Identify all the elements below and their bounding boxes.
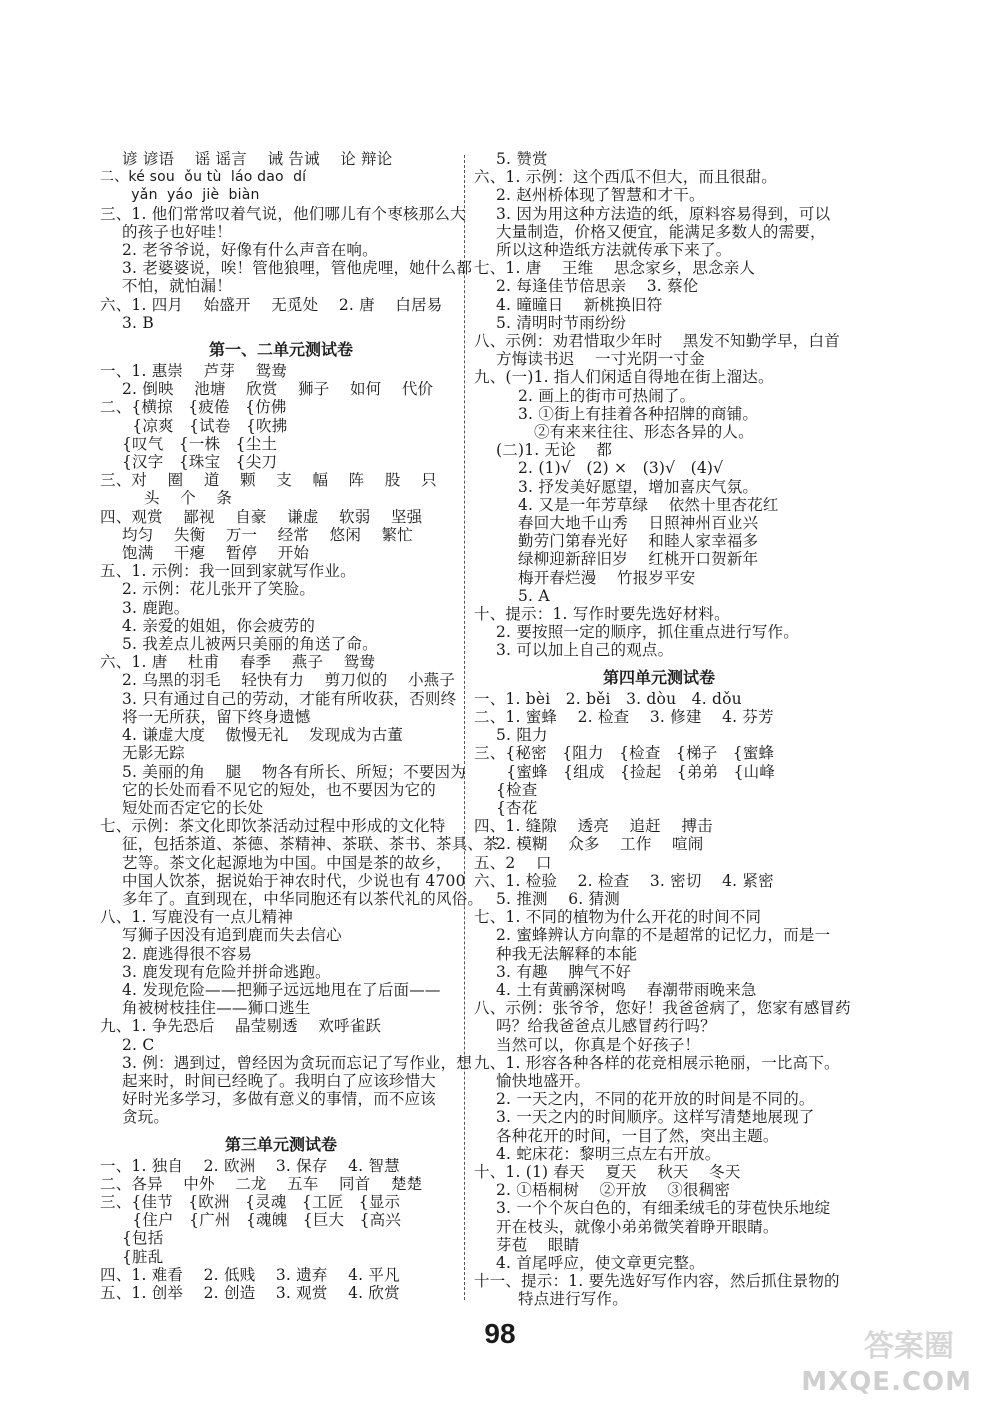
answer-line: 各种花开的时间，一目了然，突出主题。 [496,1126,779,1145]
answer-line: 开在枝头，就像小弟弟微笑着睁开眼睛。 [496,1217,779,1236]
answer-line: 2. 倒映 池塘 欣赏 狮子 如何 代价 [122,380,434,399]
answer-line: 好时光多学习，多做有意义的事情，而不应该 [122,1090,437,1109]
answer-line: 4. 发现危险——把狮子远远地甩在了后面—— [122,980,441,999]
answer-line: 多年了。直到现在，中华同胞还有以茶代礼的风俗。 [122,889,484,908]
answer-line: 2. ①梧桐树 ②开放 ③很稠密 [496,1181,731,1200]
answer-line: 2. 画上的街市可热闹了。 [518,386,696,405]
answer-line: 方悔读书迟 一寸光阴一寸金 [496,350,705,369]
answer-line: 4. 谦虚大度 傲慢无礼 发现成为古董 [122,726,404,745]
answer-line: 绿柳迎新辞旧岁 红桃开口贺新年 [518,550,759,569]
answer-line: 四、1. 缝隙 透亮 追赶 搏击 [474,817,713,836]
right-column [474,150,851,1309]
answer-line: 角被树枝挂住——狮口逃生 [122,999,311,1018]
section-title: 第三单元测试卷 [224,1134,337,1154]
answer-line: 3. 鹿跑。 [122,598,190,617]
answer-line: 九、(一)1. 指人们闲适自得地在街上溜达。 [474,368,774,387]
answer-line: 二、各异 中外 二龙 五车 同首 楚楚 [100,1174,423,1193]
answer-line: 3. ①街上有挂着各种招牌的商铺。 [518,404,759,423]
answer-line: 4. 首尾呼应，使文章更完整。 [496,1253,705,1272]
watermark-logo [801,1327,990,1407]
answer-line: 二、ké sou ǒu tù láo dao dí [100,169,307,186]
answer-line: 4. 土有黄鹂深树鸣 春潮带雨晚来急 [496,980,757,999]
answer-line: 种我无法解释的本能 [496,944,638,963]
answer-line: 4. 蛇床花：黎明三点左右开放。 [496,1144,721,1163]
section-title: 第一、二单元测试卷 [208,340,353,360]
answer-line: 3. 老婆婆说，唉！管他狼哩，管他虎哩，她什么都 [122,259,473,278]
answer-line: 的孩子也好哇！ [122,222,232,241]
answer-line: {凉爽 {试卷 {吹拂 [122,416,288,435]
answer-line: 艺等。茶文化起源地为中国。中国是茶的故乡， [122,853,452,872]
answer-line: 九、1. 形容各种各样的花竞相展示艳丽，一比高下。 [474,1053,840,1072]
answer-line: 写狮子因没有追到鹿而失去信心 [122,926,342,945]
answer-line: 2. 乌黑的羽毛 轻快有力 剪刀似的 小燕子 [122,671,456,690]
answer-line: 七、示例：茶文化即饮茶活动过程中形成的文化特 [100,817,446,836]
answer-line: 吗？给我爸爸点儿感冒药行吗？ [496,1017,716,1036]
answer-line: 六、1. 四月 始盛开 无觅处 2. 唐 白居易 [100,295,443,314]
section-title: 第四单元测试卷 [602,667,715,687]
answer-line: 三、{佳节 {欧洲 {灵魂 {工匠 {显示 [100,1192,401,1211]
answer-line: 2. 鹿逃得很不容易 [122,944,253,963]
answer-line: 二、{横掠 {疲倦 {仿佛 [100,398,287,417]
answer-line: 5. 赞赏 [496,150,548,168]
answer-line: 三、1. 他们常常叹着气说，他们哪儿有个枣核那么大 [100,204,466,223]
answer-line: 2. 一天之内，不同的花开放的时间是不同的。 [496,1090,815,1109]
answer-line: 短处而否定它的长处 [122,798,264,817]
answer-line: 当然可以，你真是个好孩子！ [496,1035,701,1054]
answer-line: 无影无踪 [122,744,185,763]
answer-line: 起来时，时间已经晚了。我明白了应该珍惜大 [122,1071,437,1090]
answer-line: {检查 [496,780,538,799]
answer-line: 2. 每逢佳节倍思亲 3. 蔡伦 [496,277,699,296]
answer-line: 六、1. 唐 杜甫 春季 燕子 鸳鸯 [100,653,376,672]
answer-line: 一、1. bèi 2. běi 3. dòu 4. dǒu [474,689,742,708]
answer-line: 三、对 圈 道 颗 支 幅 阵 股 只 [100,471,437,490]
answer-line: 征，包括茶道、茶德、茶精神、茶联、茶书、茶具、茶 [122,835,499,854]
answer-line: 六、1. 示例：这个西瓜不但大，而且很甜。 [474,168,777,187]
answer-line: 贪玩。 [122,1108,170,1127]
answer-line: 谚 谚语 谣 谣言 诫 告诫 论 辩论 [122,150,393,168]
answer-line: 勤劳门第春光好 和睦人家幸福多 [518,532,759,551]
answer-line: yǎn yáo jiè biàn [122,187,260,204]
answer-line: 四、观赏 鄙视 自豪 谦虚 软弱 坚强 [100,507,423,526]
answer-line: 九、1. 争先恐后 晶莹剔透 欢呼雀跃 [100,1017,382,1036]
answer-line: 五、1. 示例：我一回到家就写作业。 [100,562,356,581]
answer-line: 特点进行写作。 [518,1290,628,1309]
answer-line: 3. 有趣 脾气不好 [496,962,632,981]
answer-line: 一、1. 惠崇 芦芽 鸳鸯 [100,362,287,381]
answer-line: 不怕，就怕漏！ [122,277,232,296]
column-divider [464,155,465,1300]
answer-line: 3. 鹿发现有危险并拼命逃跑。 [122,962,331,981]
answer-line: 3. 抒发美好愿望，增加喜庆气氛。 [518,477,759,496]
answer-line: 愉快地盛开。 [496,1071,591,1090]
answer-line: 所以这种造纸方法就传承下来了。 [496,241,732,260]
answer-line: 八、1. 写鹿没有一点儿精神 [100,908,294,927]
answer-line: 三、{秘密 {阻力 {检查 {梯子 {蜜蜂 [474,744,775,763]
answer-line: 中国人饮茶，据说始于神农时代，少说也有 4700 [122,871,466,890]
answer-line: {包括 [122,1229,164,1248]
answer-line: 饱满 干瘪 暂停 开始 [122,544,310,563]
answer-line: 十、1. (1) 春天 夏天 秋天 冬天 [474,1162,741,1181]
answer-line: 4. 又是一年芳草绿 依然十里杏花红 [518,495,779,514]
answer-line: 5. 我差点儿被两只美丽的角送了命。 [122,635,378,654]
watermark-top-text: 答案圈 [864,1329,954,1364]
watermark-bottom-text: MXQE.COM [801,1367,972,1397]
answer-line: 大量制造，价格又便宜，能满足多数人的需要， [496,222,826,241]
answer-line: 2. 要按照一定的顺序，抓住重点进行写作。 [496,623,799,642]
page-number: 98 [484,1318,516,1349]
answer-line: 5. 清明时节雨纷纷 [496,313,627,332]
answer-line: 2. C [122,1035,155,1054]
answer-line: 3. 可以加上自己的观点。 [496,641,674,660]
answer-line: 芽苞 眼睛 [496,1235,580,1254]
answer-line: 五、2 口 [474,853,552,872]
answer-line: 2. 蜜蜂辨认方向靠的不是超常的记忆力，而是一 [496,926,831,945]
answer-line: 2. 老爷爷说，好像有什么声音在响。 [122,241,378,260]
answer-line: 春回大地千山秀 日照神州百业兴 [518,514,759,533]
answer-line: 3. 因为用这种方法造的纸，原料容易得到，可以 [496,204,831,223]
answer-line: 3. B [122,313,154,332]
answer-line: 5. 美丽的角 腿 物各有所长、所短；不要因为 [122,762,466,781]
answer-line: 5. 推测 6. 猜测 [496,889,620,908]
answer-line: 3. 只有通过自己的劳动，才能有所收获，否则终 [122,689,457,708]
left-column [100,150,499,1302]
answer-line: 八、示例：劝君惜取少年时 黑发不知勤学早，白首 [474,332,840,351]
answer-line: 均匀 失衡 万一 经常 悠闲 繁忙 [122,525,413,544]
answer-line: ②有来来往往、形态各异的人。 [534,423,754,442]
answer-line: 二、1. 蜜蜂 2. 检查 3. 修建 4. 芬芳 [474,707,774,726]
answer-line: 十、提示：1. 写作时要先选好材料。 [474,605,730,624]
answer-line: 2. (1)√ (2) × (3)√ (4)√ [518,459,724,478]
answer-line: 头 个 条 [144,489,233,508]
answer-line: {脏乱 [122,1247,164,1266]
answer-line: 4. 亲爱的姐姐，你会疲劳的 [122,616,316,635]
answer-line: 五、1. 创举 2. 创造 3. 观赏 4. 欣赏 [100,1283,400,1302]
answer-line: 3. 一个个灰白色的，有细柔绒毛的芽苞快乐地绽 [496,1199,831,1218]
answer-line: 一、1. 独自 2. 欧洲 3. 保存 4. 智慧 [100,1156,400,1175]
answer-line: 四、1. 难看 2. 低贱 3. 遗弃 4. 平凡 [100,1265,400,1284]
answer-line: {叹气 {一株 {尘土 [122,434,278,453]
answer-line: 它的长处而看不见它的短处，也不要因为它的 [122,780,437,799]
answer-line: 八、示例：张爷爷，您好！我爸爸病了，您家有感冒药 [474,999,851,1018]
answer-line: {汉字 {珠宝 {尖刀 [122,453,278,472]
answer-line: 5. 阻力 [496,726,548,745]
answer-line: {杏花 [496,798,538,817]
answer-line: 将一无所获，留下终身遗憾 [122,707,311,726]
answer-line: 3. 一天之内的时间顺序。这样写清楚地展现了 [496,1108,815,1127]
answer-line: 七、1. 唐 王维 思念家乡，思念亲人 [474,259,756,278]
answer-line: (二)1. 无论 都 [496,441,613,460]
answer-line: 2. 示例：花儿张开了笑脸。 [122,580,316,599]
answer-line: 六、1. 检验 2. 检查 3. 密切 4. 紧密 [474,871,774,890]
answer-line: 5. A [518,586,550,605]
answer-line: 2. 模糊 众多 工作 喧闹 [496,835,704,854]
answer-line: 十一、提示：1. 要先选好写作内容，然后抓住景物的 [474,1272,840,1291]
answer-line: 梅开春烂漫 竹报岁平安 [518,568,696,587]
answer-line: 七、1. 不同的植物为什么开花的时间不同 [474,908,762,927]
answer-line: 4. 曈曈日 新桃换旧符 [496,295,663,314]
answer-line: 3. 例：遇到过，曾经因为贪玩而忘记了写作业，想 [122,1053,473,1072]
answer-line: 2. 赵州桥体现了智慧和才干。 [496,186,705,205]
answer-line: {蜜蜂 {组成 {捡起 {弟弟 {山峰 [496,762,776,781]
answer-line: {住户 {广州 {魂魄 {巨大 {高兴 [122,1211,402,1230]
